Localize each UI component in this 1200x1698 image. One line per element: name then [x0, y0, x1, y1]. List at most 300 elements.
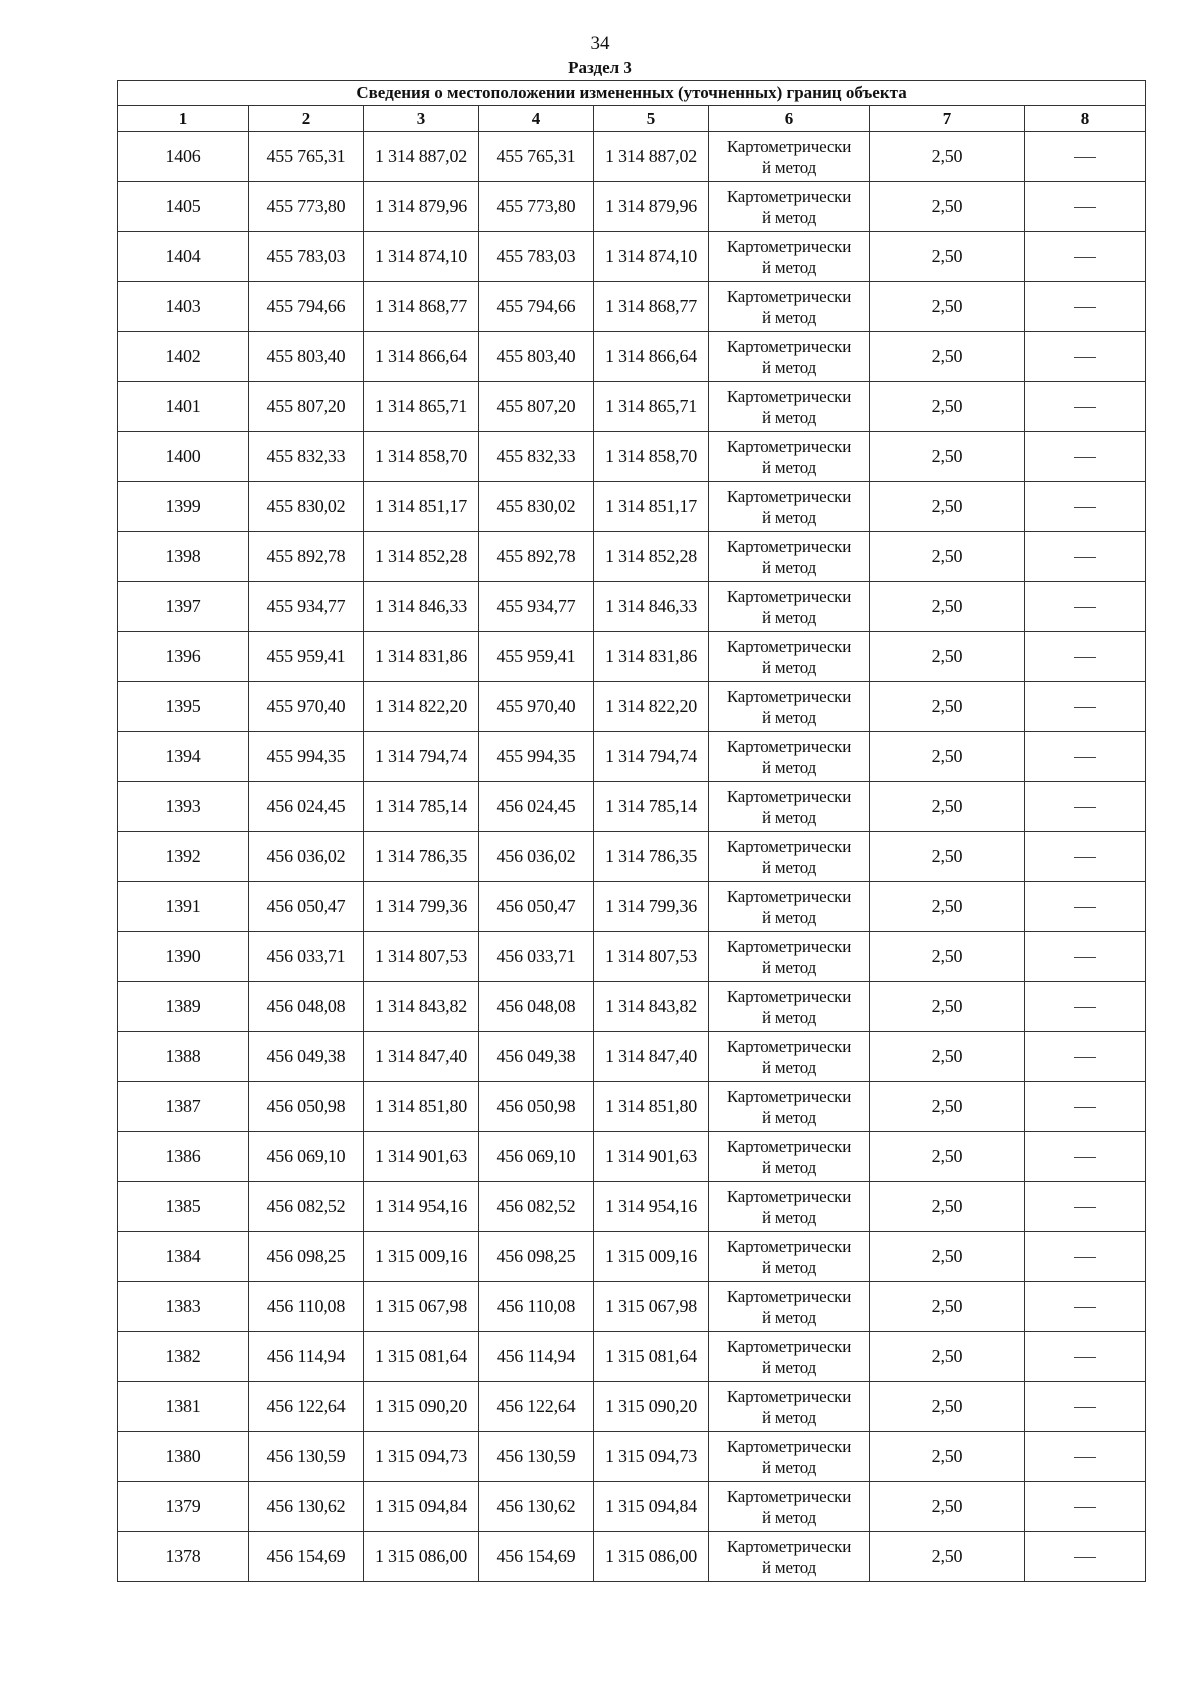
section-title: Раздел 3 [568, 58, 632, 77]
x-old-cell: 456 069,10 [249, 1132, 364, 1182]
x-new-cell: 456 048,08 [479, 982, 594, 1032]
accuracy-cell: 2,50 [870, 782, 1025, 832]
y-new-cell: 1 314 851,80 [594, 1082, 709, 1132]
method-text-line1: Картометрически [726, 1236, 852, 1256]
y-old-cell: 1 315 081,64 [364, 1332, 479, 1382]
table-row [118, 1482, 1146, 1532]
method-cell [709, 382, 870, 432]
method-text-line2: й метод [761, 307, 817, 327]
empty-dash [1074, 457, 1096, 458]
description-cell [1025, 1432, 1146, 1482]
table-row [118, 1332, 1146, 1382]
method-text-line1: Картометрически [726, 1086, 852, 1106]
description-cell [1025, 1182, 1146, 1232]
method-cell [709, 832, 870, 882]
method-cell [709, 182, 870, 232]
x-new-cell: 456 082,52 [479, 1182, 594, 1232]
accuracy-cell: 2,50 [870, 1032, 1025, 1082]
x-new-cell: 456 110,08 [479, 1282, 594, 1332]
y-new-cell: 1 314 799,36 [594, 882, 709, 932]
method-text-line1: Картометрически [726, 836, 852, 856]
y-new-cell: 1 315 094,84 [594, 1482, 709, 1532]
x-old-cell: 455 830,02 [249, 482, 364, 532]
description-cell [1025, 1332, 1146, 1382]
method-text-line2: й метод [761, 807, 817, 827]
y-old-cell: 1 314 852,28 [364, 532, 479, 582]
y-new-cell: 1 315 090,20 [594, 1382, 709, 1432]
description-cell [1025, 482, 1146, 532]
method-text-line1: Картометрически [726, 136, 852, 156]
method-text-line1: Картометрически [726, 1336, 852, 1356]
y-new-cell: 1 314 901,63 [594, 1132, 709, 1182]
method-cell [709, 332, 870, 382]
y-old-cell: 1 315 067,98 [364, 1282, 479, 1332]
point-number-cell: 1386 [118, 1132, 249, 1182]
method-text-line1: Картометрически [726, 636, 852, 656]
point-number-cell: 1402 [118, 332, 249, 382]
y-new-cell: 1 314 887,02 [594, 132, 709, 182]
description-cell [1025, 932, 1146, 982]
x-new-cell: 455 892,78 [479, 532, 594, 582]
method-text-line2: й метод [761, 157, 817, 177]
table-row [118, 1282, 1146, 1332]
accuracy-cell: 2,50 [870, 132, 1025, 182]
y-new-cell: 1 314 822,20 [594, 682, 709, 732]
method-text-line2: й метод [761, 1057, 817, 1077]
accuracy-cell: 2,50 [870, 1132, 1025, 1182]
method-text-line1: Картометрически [726, 736, 852, 756]
table-row [118, 1232, 1146, 1282]
empty-dash [1074, 607, 1096, 608]
method-text-line2: й метод [761, 957, 817, 977]
x-new-cell: 456 098,25 [479, 1232, 594, 1282]
y-old-cell: 1 314 874,10 [364, 232, 479, 282]
method-cell [709, 882, 870, 932]
x-old-cell: 455 803,40 [249, 332, 364, 382]
table-row [118, 982, 1146, 1032]
accuracy-cell: 2,50 [870, 582, 1025, 632]
table-row [118, 482, 1146, 532]
method-cell [709, 632, 870, 682]
method-text-line2: й метод [761, 407, 817, 427]
method-cell [709, 582, 870, 632]
empty-dash [1074, 807, 1096, 808]
table-caption-row [118, 81, 1146, 106]
column-header: 7 [870, 106, 1025, 132]
empty-dash [1074, 407, 1096, 408]
accuracy-cell: 2,50 [870, 732, 1025, 782]
y-new-cell: 1 315 081,64 [594, 1332, 709, 1382]
method-text-line1: Картометрически [726, 586, 852, 606]
y-old-cell: 1 315 086,00 [364, 1532, 479, 1582]
table-row [118, 532, 1146, 582]
point-number-cell: 1388 [118, 1032, 249, 1082]
description-cell [1025, 1132, 1146, 1182]
method-cell [709, 1482, 870, 1532]
accuracy-cell: 2,50 [870, 932, 1025, 982]
point-number-cell: 1401 [118, 382, 249, 432]
x-old-cell: 456 050,47 [249, 882, 364, 932]
empty-dash [1074, 1557, 1096, 1558]
accuracy-cell: 2,50 [870, 1182, 1025, 1232]
x-new-cell: 456 130,62 [479, 1482, 594, 1532]
x-old-cell: 455 970,40 [249, 682, 364, 732]
point-number-cell: 1380 [118, 1432, 249, 1482]
y-old-cell: 1 314 865,71 [364, 382, 479, 432]
method-text-line1: Картометрически [726, 1186, 852, 1206]
accuracy-cell: 2,50 [870, 332, 1025, 382]
method-text-line2: й метод [761, 1107, 817, 1127]
description-cell [1025, 332, 1146, 382]
description-cell [1025, 1032, 1146, 1082]
y-old-cell: 1 315 094,84 [364, 1482, 479, 1532]
empty-dash [1074, 157, 1096, 158]
description-cell [1025, 1282, 1146, 1332]
empty-dash [1074, 207, 1096, 208]
column-header-row [118, 106, 1146, 132]
y-new-cell: 1 314 865,71 [594, 382, 709, 432]
method-cell [709, 282, 870, 332]
x-old-cell: 456 098,25 [249, 1232, 364, 1282]
x-new-cell: 455 830,02 [479, 482, 594, 532]
y-new-cell: 1 314 843,82 [594, 982, 709, 1032]
x-new-cell: 455 807,20 [479, 382, 594, 432]
description-cell [1025, 582, 1146, 632]
y-new-cell: 1 314 874,10 [594, 232, 709, 282]
accuracy-cell: 2,50 [870, 682, 1025, 732]
point-number-cell: 1392 [118, 832, 249, 882]
y-new-cell: 1 314 794,74 [594, 732, 709, 782]
point-number-cell: 1405 [118, 182, 249, 232]
empty-dash [1074, 557, 1096, 558]
method-text-line2: й метод [761, 907, 817, 927]
column-header: 2 [249, 106, 364, 132]
point-number-cell: 1393 [118, 782, 249, 832]
empty-dash [1074, 957, 1096, 958]
description-cell [1025, 1232, 1146, 1282]
x-new-cell: 456 114,94 [479, 1332, 594, 1382]
y-new-cell: 1 314 954,16 [594, 1182, 709, 1232]
x-old-cell: 456 082,52 [249, 1182, 364, 1232]
y-old-cell: 1 314 868,77 [364, 282, 479, 332]
accuracy-cell: 2,50 [870, 182, 1025, 232]
x-new-cell: 455 970,40 [479, 682, 594, 732]
point-number-cell: 1404 [118, 232, 249, 282]
method-text-line2: й метод [761, 1007, 817, 1027]
empty-dash [1074, 1457, 1096, 1458]
description-cell [1025, 1082, 1146, 1132]
y-old-cell: 1 314 851,17 [364, 482, 479, 532]
point-number-cell: 1379 [118, 1482, 249, 1532]
x-new-cell: 456 122,64 [479, 1382, 594, 1432]
y-new-cell: 1 314 807,53 [594, 932, 709, 982]
method-cell [709, 232, 870, 282]
x-old-cell: 456 110,08 [249, 1282, 364, 1332]
description-cell [1025, 882, 1146, 932]
point-number-cell: 1403 [118, 282, 249, 332]
method-text-line2: й метод [761, 1157, 817, 1177]
description-cell [1025, 532, 1146, 582]
point-number-cell: 1384 [118, 1232, 249, 1282]
method-text-line2: й метод [761, 1307, 817, 1327]
empty-dash [1074, 1157, 1096, 1158]
table-row [118, 1532, 1146, 1582]
x-old-cell: 455 783,03 [249, 232, 364, 282]
method-text-line2: й метод [761, 707, 817, 727]
table-row [118, 1182, 1146, 1232]
point-number-cell: 1390 [118, 932, 249, 982]
column-header: 4 [479, 106, 594, 132]
empty-dash [1074, 1207, 1096, 1208]
method-text-line2: й метод [761, 557, 817, 577]
table-row [118, 632, 1146, 682]
y-old-cell: 1 314 901,63 [364, 1132, 479, 1182]
method-cell [709, 1182, 870, 1232]
x-old-cell: 455 959,41 [249, 632, 364, 682]
point-number-cell: 1381 [118, 1382, 249, 1432]
method-cell [709, 132, 870, 182]
y-new-cell: 1 314 852,28 [594, 532, 709, 582]
x-new-cell: 455 832,33 [479, 432, 594, 482]
method-text-line2: й метод [761, 857, 817, 877]
method-text-line1: Картометрически [726, 786, 852, 806]
x-new-cell: 455 994,35 [479, 732, 594, 782]
method-text-line1: Картометрически [726, 186, 852, 206]
method-cell [709, 682, 870, 732]
method-text-line2: й метод [761, 357, 817, 377]
description-cell [1025, 1382, 1146, 1432]
description-cell [1025, 282, 1146, 332]
x-new-cell: 456 050,47 [479, 882, 594, 932]
x-old-cell: 455 794,66 [249, 282, 364, 332]
method-text-line1: Картометрически [726, 436, 852, 456]
x-old-cell: 456 036,02 [249, 832, 364, 882]
column-header: 8 [1025, 106, 1146, 132]
method-cell [709, 1532, 870, 1582]
description-cell [1025, 1482, 1146, 1532]
empty-dash [1074, 1007, 1096, 1008]
description-cell [1025, 182, 1146, 232]
description-cell [1025, 132, 1146, 182]
x-new-cell: 456 024,45 [479, 782, 594, 832]
accuracy-cell: 2,50 [870, 232, 1025, 282]
x-old-cell: 456 154,69 [249, 1532, 364, 1582]
y-old-cell: 1 314 846,33 [364, 582, 479, 632]
method-text-line2: й метод [761, 457, 817, 477]
empty-dash [1074, 1307, 1096, 1308]
x-old-cell: 456 033,71 [249, 932, 364, 982]
y-new-cell: 1 314 847,40 [594, 1032, 709, 1082]
table-row [118, 682, 1146, 732]
description-cell [1025, 382, 1146, 432]
x-new-cell: 455 783,03 [479, 232, 594, 282]
y-old-cell: 1 314 866,64 [364, 332, 479, 382]
method-text-line2: й метод [761, 1407, 817, 1427]
y-old-cell: 1 314 822,20 [364, 682, 479, 732]
y-new-cell: 1 315 067,98 [594, 1282, 709, 1332]
empty-dash [1074, 657, 1096, 658]
method-text-line2: й метод [761, 1557, 817, 1577]
table-row [118, 1082, 1146, 1132]
accuracy-cell: 2,50 [870, 1532, 1025, 1582]
table-row [118, 132, 1146, 182]
point-number-cell: 1378 [118, 1532, 249, 1582]
y-old-cell: 1 314 807,53 [364, 932, 479, 982]
empty-dash [1074, 857, 1096, 858]
method-text-line2: й метод [761, 257, 817, 277]
table-row [118, 432, 1146, 482]
page-number: 34 [590, 33, 610, 54]
method-cell [709, 1432, 870, 1482]
y-new-cell: 1 314 879,96 [594, 182, 709, 232]
method-text-line1: Картометрически [726, 1036, 852, 1056]
empty-dash [1074, 757, 1096, 758]
column-header: 5 [594, 106, 709, 132]
accuracy-cell: 2,50 [870, 1232, 1025, 1282]
empty-dash [1074, 1407, 1096, 1408]
y-old-cell: 1 314 799,36 [364, 882, 479, 932]
y-old-cell: 1 314 794,74 [364, 732, 479, 782]
x-new-cell: 456 036,02 [479, 832, 594, 882]
empty-dash [1074, 357, 1096, 358]
y-new-cell: 1 314 851,17 [594, 482, 709, 532]
accuracy-cell: 2,50 [870, 1332, 1025, 1382]
y-old-cell: 1 314 831,86 [364, 632, 479, 682]
table-row [118, 832, 1146, 882]
accuracy-cell: 2,50 [870, 882, 1025, 932]
point-number-cell: 1396 [118, 632, 249, 682]
method-cell [709, 1082, 870, 1132]
point-number-cell: 1382 [118, 1332, 249, 1382]
method-cell [709, 1232, 870, 1282]
table-row [118, 332, 1146, 382]
y-old-cell: 1 314 785,14 [364, 782, 479, 832]
x-old-cell: 455 934,77 [249, 582, 364, 632]
point-number-cell: 1389 [118, 982, 249, 1032]
x-new-cell: 455 765,31 [479, 132, 594, 182]
description-cell [1025, 1532, 1146, 1582]
x-new-cell: 456 069,10 [479, 1132, 594, 1182]
accuracy-cell: 2,50 [870, 1282, 1025, 1332]
empty-dash [1074, 507, 1096, 508]
method-text-line2: й метод [761, 507, 817, 527]
table-row [118, 182, 1146, 232]
accuracy-cell: 2,50 [870, 982, 1025, 1032]
table-row [118, 782, 1146, 832]
method-text-line1: Картометрически [726, 1436, 852, 1456]
y-new-cell: 1 314 866,64 [594, 332, 709, 382]
x-old-cell: 455 892,78 [249, 532, 364, 582]
table-row [118, 382, 1146, 432]
method-cell [709, 1382, 870, 1432]
y-new-cell: 1 315 094,73 [594, 1432, 709, 1482]
table-row [118, 1432, 1146, 1482]
accuracy-cell: 2,50 [870, 382, 1025, 432]
y-old-cell: 1 314 879,96 [364, 182, 479, 232]
point-number-cell: 1395 [118, 682, 249, 732]
method-text-line1: Картометрически [726, 286, 852, 306]
accuracy-cell: 2,50 [870, 1382, 1025, 1432]
description-cell [1025, 982, 1146, 1032]
y-old-cell: 1 315 090,20 [364, 1382, 479, 1432]
table-caption: Сведения о местоположении измененных (уточненных) границ объекта [118, 81, 1146, 106]
x-old-cell: 456 130,62 [249, 1482, 364, 1532]
point-number-cell: 1397 [118, 582, 249, 632]
method-cell [709, 1332, 870, 1382]
point-number-cell: 1406 [118, 132, 249, 182]
x-old-cell: 456 114,94 [249, 1332, 364, 1382]
y-old-cell: 1 315 009,16 [364, 1232, 479, 1282]
method-text-line1: Картометрически [726, 1136, 852, 1156]
point-number-cell: 1400 [118, 432, 249, 482]
description-cell [1025, 782, 1146, 832]
table-row [118, 1132, 1146, 1182]
y-old-cell: 1 314 851,80 [364, 1082, 479, 1132]
y-new-cell: 1 314 786,35 [594, 832, 709, 882]
accuracy-cell: 2,50 [870, 1482, 1025, 1532]
column-header: 6 [709, 106, 870, 132]
method-text-line1: Картометрически [726, 686, 852, 706]
table-row [118, 1032, 1146, 1082]
method-text-line2: й метод [761, 1207, 817, 1227]
method-text-line1: Картометрически [726, 1386, 852, 1406]
table-row [118, 732, 1146, 782]
empty-dash [1074, 1257, 1096, 1258]
method-text-line1: Картометрически [726, 1286, 852, 1306]
method-text-line2: й метод [761, 1357, 817, 1377]
description-cell [1025, 682, 1146, 732]
empty-dash [1074, 707, 1096, 708]
empty-dash [1074, 1057, 1096, 1058]
accuracy-cell: 2,50 [870, 1082, 1025, 1132]
method-cell [709, 932, 870, 982]
method-text-line2: й метод [761, 757, 817, 777]
table-row [118, 282, 1146, 332]
column-header: 1 [118, 106, 249, 132]
x-new-cell: 455 934,77 [479, 582, 594, 632]
x-new-cell: 456 050,98 [479, 1082, 594, 1132]
method-cell [709, 982, 870, 1032]
x-new-cell: 455 803,40 [479, 332, 594, 382]
x-old-cell: 456 024,45 [249, 782, 364, 832]
x-old-cell: 455 994,35 [249, 732, 364, 782]
x-new-cell: 456 033,71 [479, 932, 594, 982]
x-old-cell: 456 048,08 [249, 982, 364, 1032]
method-cell [709, 1282, 870, 1332]
description-cell [1025, 732, 1146, 782]
table-row [118, 1382, 1146, 1432]
y-old-cell: 1 315 094,73 [364, 1432, 479, 1482]
point-number-cell: 1394 [118, 732, 249, 782]
point-number-cell: 1383 [118, 1282, 249, 1332]
empty-dash [1074, 1107, 1096, 1108]
x-new-cell: 455 794,66 [479, 282, 594, 332]
x-old-cell: 456 130,59 [249, 1432, 364, 1482]
x-new-cell: 455 959,41 [479, 632, 594, 682]
method-text-line1: Картометрически [726, 236, 852, 256]
empty-dash [1074, 307, 1096, 308]
method-cell [709, 532, 870, 582]
method-cell [709, 482, 870, 532]
x-old-cell: 455 773,80 [249, 182, 364, 232]
method-text-line1: Картометрически [726, 536, 852, 556]
description-cell [1025, 232, 1146, 282]
table-body [118, 132, 1146, 1582]
point-number-cell: 1387 [118, 1082, 249, 1132]
empty-dash [1074, 1507, 1096, 1508]
method-text-line1: Картометрически [726, 986, 852, 1006]
y-old-cell: 1 314 786,35 [364, 832, 479, 882]
